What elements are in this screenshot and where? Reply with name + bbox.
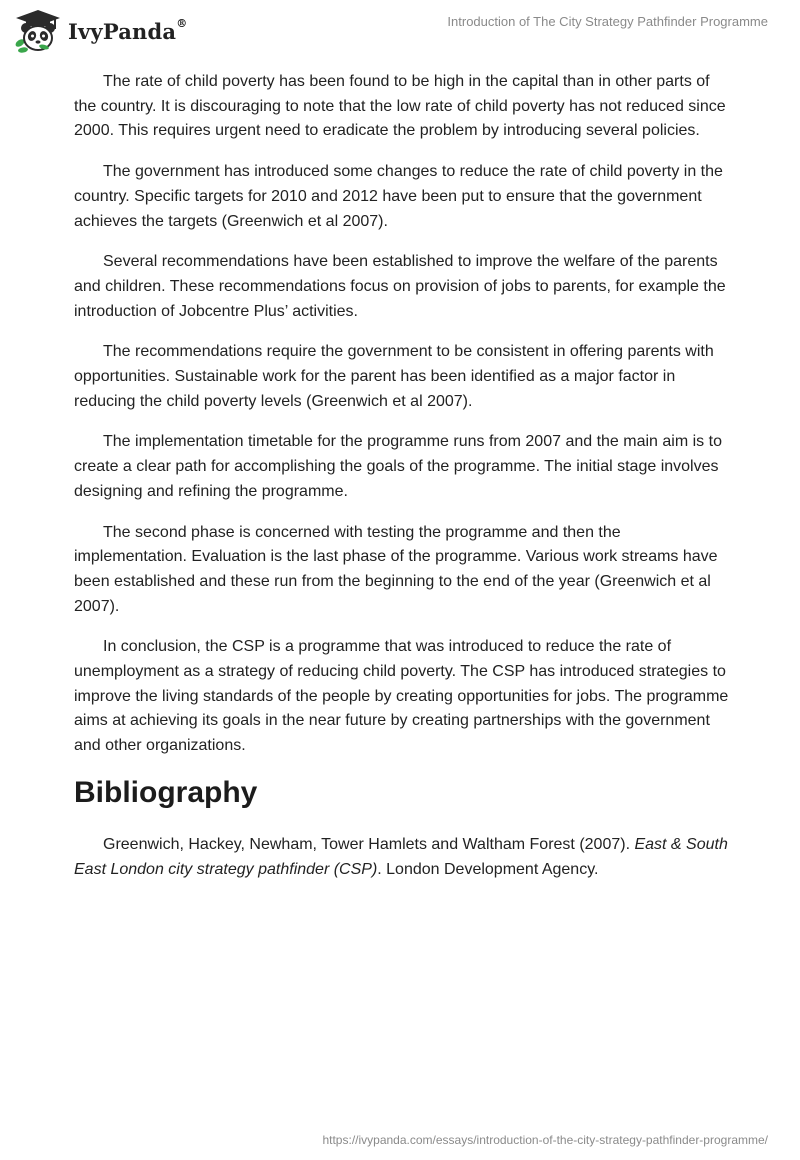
brand-name: IvyPanda® [68, 16, 188, 44]
paragraph: The government has introduced some changes to reduce the rate of child poverty in the country. Specific targets for 2010 and 2012 have been put to ensure that the government achieves the targets (Greenwich et al 2007). [74, 163, 723, 230]
bibliography-entry [74, 833, 734, 882]
document-title: Introduction of The City Strategy Pathfinder Programme [447, 14, 768, 29]
paragraph: Several recommendations have been established to improve the welfare of the parents and children. These recommendations focus on provision of jobs to parents, for example the introduction of Jobcentre Plus’ activities. [74, 253, 726, 320]
paragraph: The second phase is concerned with testing the programme and then the implementation. Evaluation is the last phase of the programme. Various work streams have been established and these run from the beginning to the end of the year (Greenwich et al 2007). [74, 523, 718, 615]
bibliography-authors: Greenwich, Hackey, Newham, Tower Hamlets and Waltham Forest (2007). [103, 835, 635, 853]
source-url[interactable]: https://ivypanda.com/essays/introduction-of-the-city-strategy-pathfinder-programme/ [322, 1133, 768, 1147]
page-header [0, 0, 800, 60]
paragraph: The rate of child poverty has been found to be high in the capital than in other parts of the country. It is discouraging to note that the low rate of child poverty has not reduced since 2000. This requires urgent need to eradicate the problem by introducing several policies. [74, 73, 726, 140]
bibliography-heading: Bibliography [74, 775, 258, 809]
bibliography-title: East & South East London city strategy pathfinder (CSP) [74, 835, 728, 878]
bibliography-publisher: . London Development Agency. [377, 860, 599, 878]
panda-graduation-cap-icon [14, 9, 62, 53]
brand-logo[interactable] [14, 9, 187, 53]
essay-body [74, 70, 734, 898]
paragraph: The recommendations require the government to be consistent in offering parents with opportunities. Sustainable work for the parent has been identified as a major factor in reducing the child poverty levels (Greenwich et al 2007). [74, 343, 714, 410]
paragraph: The implementation timetable for the programme runs from 2007 and the main aim is to create a clear path for accomplishing the goals of the programme. The initial stage involves designing and refining the programme. [74, 433, 722, 500]
paragraph: In conclusion, the CSP is a programme that was introduced to reduce the rate of unemployment as a strategy of reducing child poverty. The CSP has introduced strategies to improve the living standards of the people by creating opportunities for jobs. The programme aims at achieving its goals in the near future by creating partnerships with the government and other organizations. [74, 638, 729, 755]
